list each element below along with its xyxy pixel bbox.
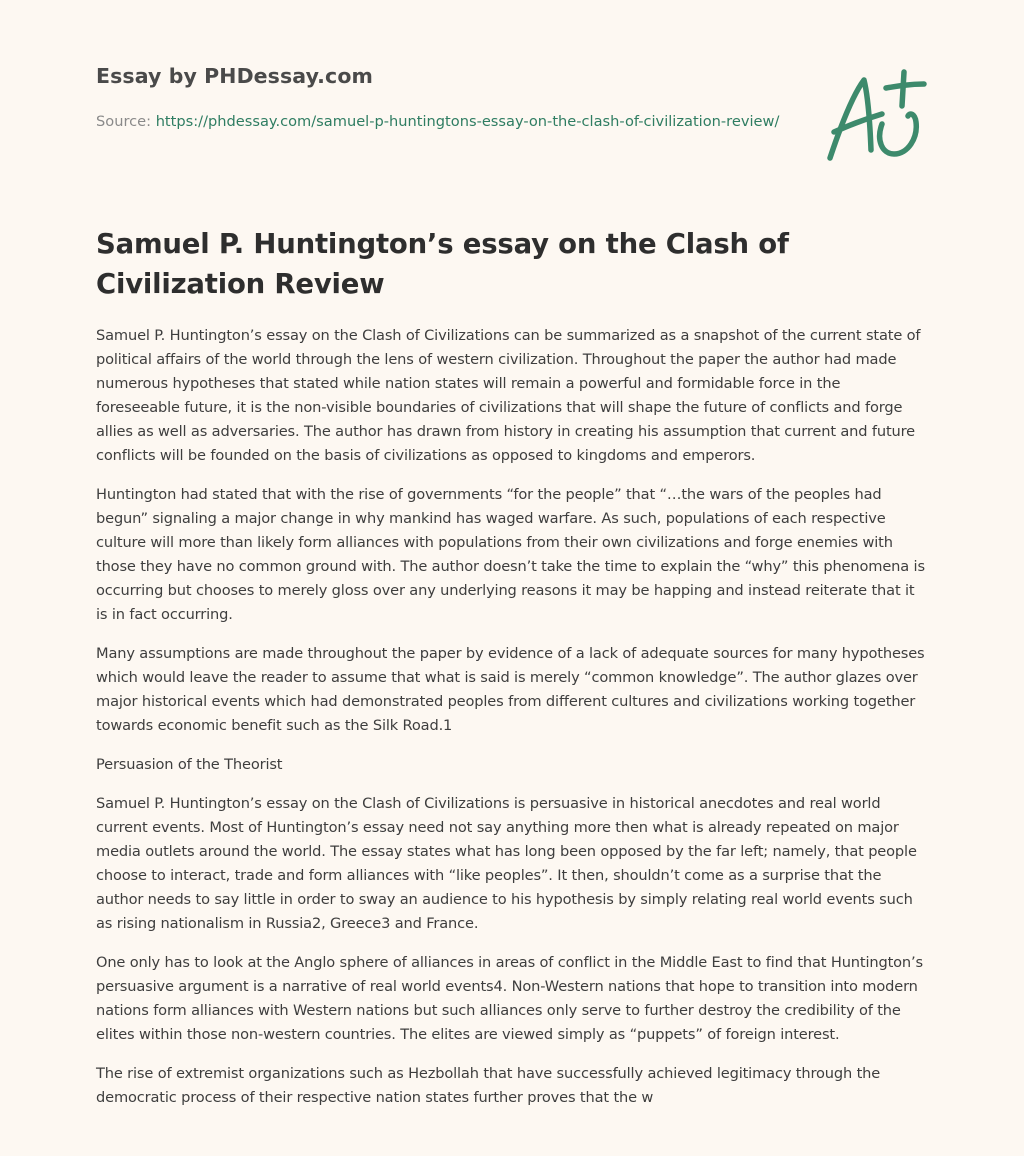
essay-body: [96, 324, 928, 1110]
source-line: [96, 110, 786, 134]
source-link[interactable]: https://phdessay.com/samuel-p-huntingtons-essay-on-the-clash-of-civilization-review/: [155, 113, 780, 130]
paragraph: Samuel P. Huntington’s essay on the Clash of Civilizations is persuasive in historical anecdotes and real world current events. Most of Huntington’s essay need not say anything more then what is already repeated on major media outlets around the world. The essay states what has long been opposed by the far left; namely, that people choose to interact, trade and form alliances with “like peoples”. It then, shouldn’t come as a surprise that the author needs to say little in order to sway an audience to his hypothesis by simply relating real world events such as rising nationalism in Russia2, Greece3 and France.: [96, 795, 917, 932]
essay-title: Samuel P. Huntington’s essay on the Clash of Civilization Review: [96, 228, 789, 300]
site-title: Essay by PHDessay.com: [96, 64, 373, 88]
section-heading: Persuasion of the Theorist: [96, 756, 283, 773]
paragraph: Huntington had stated that with the rise of governments “for the people” that “…the wars of the peoples had begun” signaling a major change in why mankind has waged warfare. As such, populations of each respective culture will more than likely form alliances with populations from their own civilizations and forge enemies with those they have no common ground with. The author doesn’t take the time to explain the “why” this phenomena is occurring but chooses to merely gloss over any underlying reasons it may be happing and instead reiterate that it is in fact occurring.: [96, 486, 925, 623]
paragraph: One only has to look at the Anglo sphere of alliances in areas of conflict in the Middle East to find that Huntington’s persuasive argument is a narrative of real world events4. Non-Western nations that hope to transition into modern nations form alliances with Western nations but such alliances only serve to further destroy the credibility of the elites within those non-western countries. The elites are viewed simply as “puppets” of foreign interest.: [96, 954, 923, 1043]
paragraph: Samuel P. Huntington’s essay on the Clash of Civilizations can be summarized as a snapshot of the current state of political affairs of the world through the lens of western civilization. Throughout the paper the author had made numerous hypotheses that stated while nation states will remain a powerful and formidable force in the foreseeable future, it is the non-visible boundaries of civilizations that will shape the future of conflicts and forge allies as well as adversaries. The author has drawn from history in creating his assumption that current and future conflicts will be founded on the basis of civilizations as opposed to kingdoms and emperors.: [96, 327, 921, 464]
source-label: Source:: [96, 113, 152, 130]
paragraph: Many assumptions are made throughout the paper by evidence of a lack of adequate sources for many hypotheses which would leave the reader to assume that what is said is merely “common knowledge”. The author glazes over major historical events which had demonstrated peoples from different cultures and civilizations working together towards economic benefit such as the Silk Road.1: [96, 645, 925, 734]
a-plus-logo-icon: [824, 66, 928, 166]
paragraph: The rise of extremist organizations such as Hezbollah that have successfully achieved legitimacy through the democratic process of their respective nation states further proves that the w: [96, 1065, 881, 1106]
page-header: [96, 0, 928, 190]
